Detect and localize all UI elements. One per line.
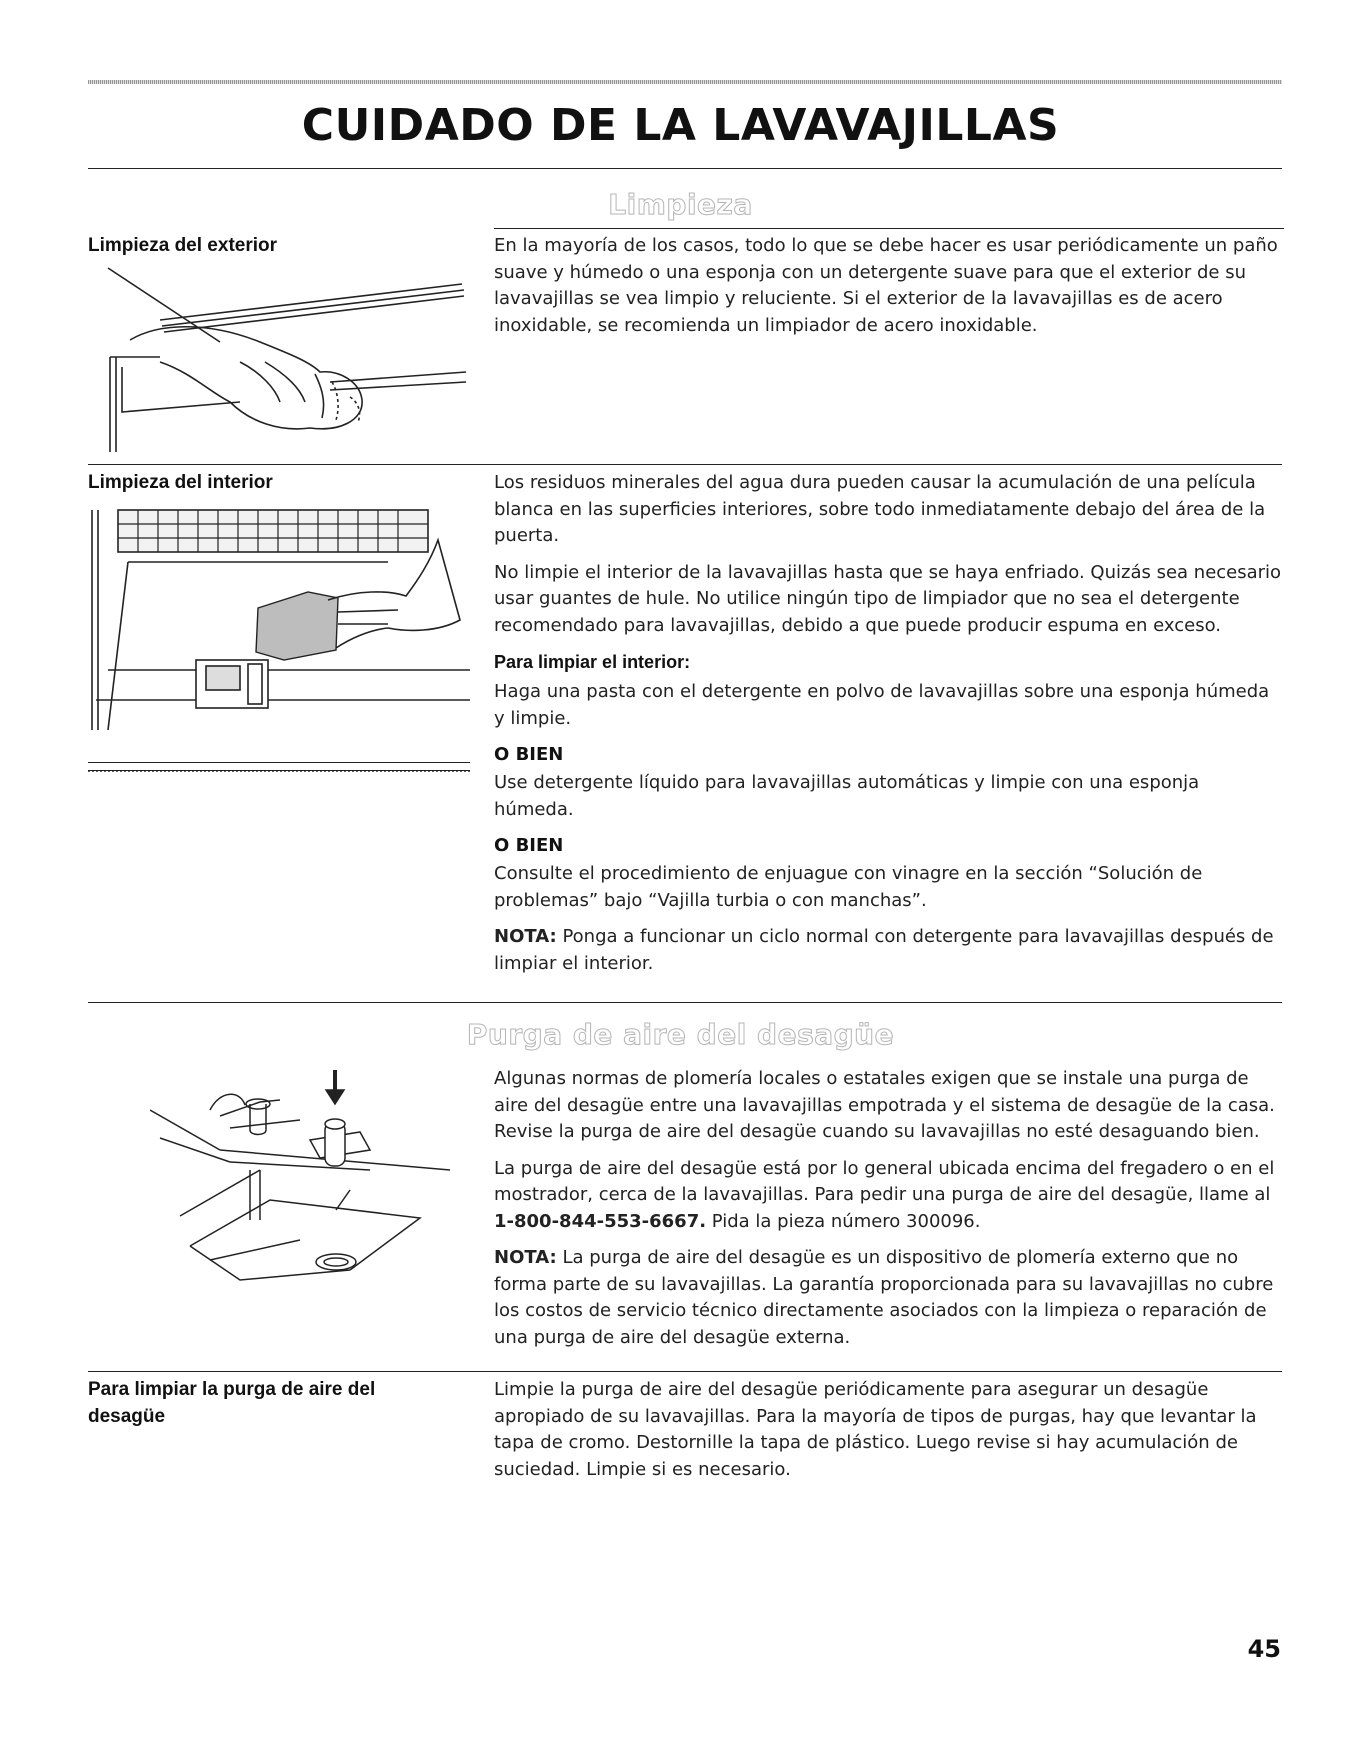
air-gap-section-rule [88, 1002, 1282, 1003]
air-gap-clean-text-block [494, 1377, 1284, 1493]
interior-paragraph-1: Los residuos minerales del agua dura pueden causar la acumulación de una película blanca en las superficies interiores, sobre todo inmediatamente debajo del área de la puerta. [494, 472, 1266, 546]
interior-note-text: Ponga a funcionar un ciclo normal con detergente para lavavajillas después de limpiar el interior. [494, 926, 1274, 974]
exterior-cleaning-text: En la mayoría de los casos, todo lo que se debe hacer es usar periódicamente un paño suave y húmedo o una esponja con un detergente suave para que el exterior de su lavavajillas se vea limpio y reluciente. Si el exterior de la lavavajillas es de acero inoxidable, se recomienda un limpiador de acero inoxidable. [494, 235, 1278, 336]
page-number: 45 [1247, 1635, 1281, 1663]
interior-cleaning-label: Limpieza del interior [88, 472, 273, 493]
phone-number: 1-800-844-553-6667. [494, 1210, 707, 1232]
interior-cleaning-text-block [494, 470, 1284, 987]
interior-note-label: NOTA: [494, 926, 557, 947]
exterior-text-rule [494, 228, 1284, 229]
air-gap-clean-text: Limpie la purga de aire del desagüe periódicamente para asegurar un desagüe apropiado de su lavavajillas. Para la mayoría de tipos de purgas, hay que levantar la tapa de cromo. Destornille la tapa de plástico. Luego revise si hay acumulación de suciedad. Limpie si es necesario. [494, 1379, 1257, 1480]
air-gap-note-text: La purga de aire del desagüe es un dispositivo de plomería externo que no forma parte de su lavavajillas. La garantía proporcionada para su lavavajillas no cubre los costos de servicio técnico directamente asociados con la limpieza o reparación de una purga de aire del desagüe externa. [494, 1247, 1274, 1348]
page-title: CUIDADO DE LA LAVAVAJILLAS [301, 100, 1060, 151]
air-gap-clean-rule [88, 1371, 1282, 1372]
air-gap-illustration [150, 1070, 460, 1310]
section-heading-cleaning: Limpieza [608, 188, 753, 221]
air-gap-clean-label: Para limpiar la purga de aire del desagüe [88, 1379, 376, 1427]
exterior-cleaning-text-block [494, 233, 1284, 349]
exterior-cleaning-illustration [100, 262, 480, 452]
or-label-2: O BIEN [494, 835, 564, 856]
interior-paragraph-4: Use detergente líquido para lavavajillas automáticas y limpie con una esponja húmeda. [494, 772, 1200, 820]
interior-illustration-rule-1 [88, 762, 470, 763]
air-gap-text-block [494, 1066, 1284, 1361]
interior-rule [88, 464, 1282, 465]
air-gap-paragraph-2-start: La purga de aire del desagüe está por lo general ubicada encima del fregadero o en el mostrador, cerca de la lavavajillas. Para pedir una purga de aire del desagüe, llame al [494, 1157, 1275, 1205]
air-gap-paragraph-2-end: Pida la pieza número 300096. [706, 1210, 981, 1232]
interior-illustration-rule-2 [88, 770, 470, 771]
exterior-cleaning-label: Limpieza del exterior [88, 235, 278, 256]
interior-paragraph-3: Haga una pasta con el detergente en polvo de lavavajillas sobre una esponja húmeda y limpie. [494, 681, 1270, 729]
section-heading-air-gap: Purga de aire del desagüe [466, 1018, 895, 1051]
interior-subheading: Para limpiar el interior: [494, 652, 691, 672]
air-gap-note-label: NOTA: [494, 1247, 557, 1268]
interior-note [494, 924, 1284, 977]
interior-cleaning-illustration [88, 500, 470, 772]
title-rule [88, 168, 1282, 169]
air-gap-paragraph-2 [494, 1156, 1284, 1236]
or-label-1: O BIEN [494, 744, 564, 765]
air-gap-paragraph-1: Algunas normas de plomería locales o estatales exigen que se instale una purga de aire del desagüe entre una lavavajillas empotrada y el sistema de desagüe de la casa. Revise la purga de aire del desagüe cuando su lavavajillas no esté desaguando bien. [494, 1068, 1275, 1142]
interior-paragraph-5: Consulte el procedimiento de enjuague con vinagre en la sección “Solución de problemas” bajo “Vajilla turbia o con manchas”. [494, 863, 1203, 911]
air-gap-note [494, 1245, 1284, 1351]
top-dotted-rule [88, 80, 1282, 84]
interior-paragraph-2: No limpie el interior de la lavavajillas hasta que se haya enfriado. Quizás sea necesario usar guantes de hule. No utilice ningún tipo de limpiador que no sea el detergente recomendado para lavavajillas, debido a que puede producir espuma en exceso. [494, 561, 1282, 636]
